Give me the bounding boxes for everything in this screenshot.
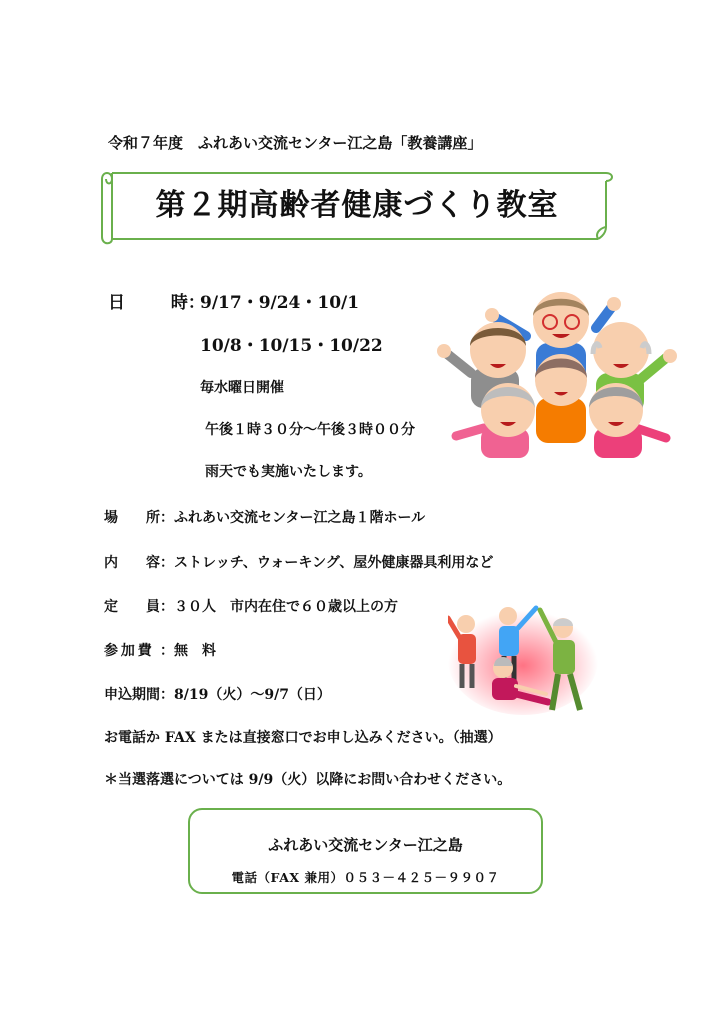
schedule-time: 午後１時３０分～午後３時００分: [205, 422, 415, 438]
detail-value: 無 料: [174, 643, 216, 659]
title-scroll-banner: [98, 165, 616, 247]
schedule-label-b: 時：: [170, 293, 205, 313]
detail-label: 申込期間: [104, 687, 160, 703]
detail-row-place: [104, 507, 425, 527]
schedule-weekly: 毎水曜日開催: [200, 380, 284, 396]
schedule-dates-1: 9/17・9/24・10/1: [200, 293, 360, 313]
detail-label-colon: ：: [160, 643, 174, 659]
detail-label: 内: [104, 555, 118, 571]
detail-value: ストレッチ、ウォーキング、屋外健康器具利用など: [174, 555, 494, 571]
seniors-cheering-illustration: [436, 288, 686, 468]
detail-value: ３０人 市内在住で６０歳以上の方: [174, 599, 398, 615]
detail-label: 場: [104, 510, 118, 526]
schedule-label-a: 日: [108, 293, 125, 313]
detail-label-colon: 所：: [146, 510, 174, 526]
apply-note: お電話か FAX または直接窓口でお申し込みください。（抽選）: [104, 730, 502, 746]
header-title: 令和７年度 ふれあい交流センター江之島「教養講座」: [108, 134, 483, 152]
detail-row-content: [104, 552, 493, 572]
page-title: 第２期高齢者健康づくり教室: [155, 188, 559, 223]
schedule-rain: 雨天でも実施いたします。: [205, 464, 372, 480]
detail-label-colon: 員：: [146, 599, 174, 615]
detail-value: 8/19（火）～9/7（日）: [174, 687, 331, 703]
detail-row-fee: [104, 640, 216, 660]
schedule-dates-2: 10/8・10/15・10/22: [200, 336, 383, 356]
lottery-note: ＊当選落選については 9/9（火）以降にお問い合わせください。: [104, 772, 512, 788]
detail-label-colon: ：: [160, 687, 174, 703]
seniors-stretching-illustration: [448, 598, 610, 718]
detail-row-application: [104, 684, 331, 704]
contact-box: [188, 808, 543, 894]
detail-value: ふれあい交流センター江之島１階ホール: [174, 510, 426, 526]
detail-label-colon: 容：: [146, 555, 174, 571]
schedule-label: [108, 288, 205, 313]
detail-label: 定: [104, 599, 118, 615]
contact-name: ふれあい交流センター江之島: [268, 836, 463, 854]
detail-row-capacity: [104, 596, 398, 616]
detail-label: 参 加 費: [104, 643, 151, 659]
contact-phone: 電話（FAX 兼用）０５３－４２５－９９０７: [231, 870, 500, 885]
